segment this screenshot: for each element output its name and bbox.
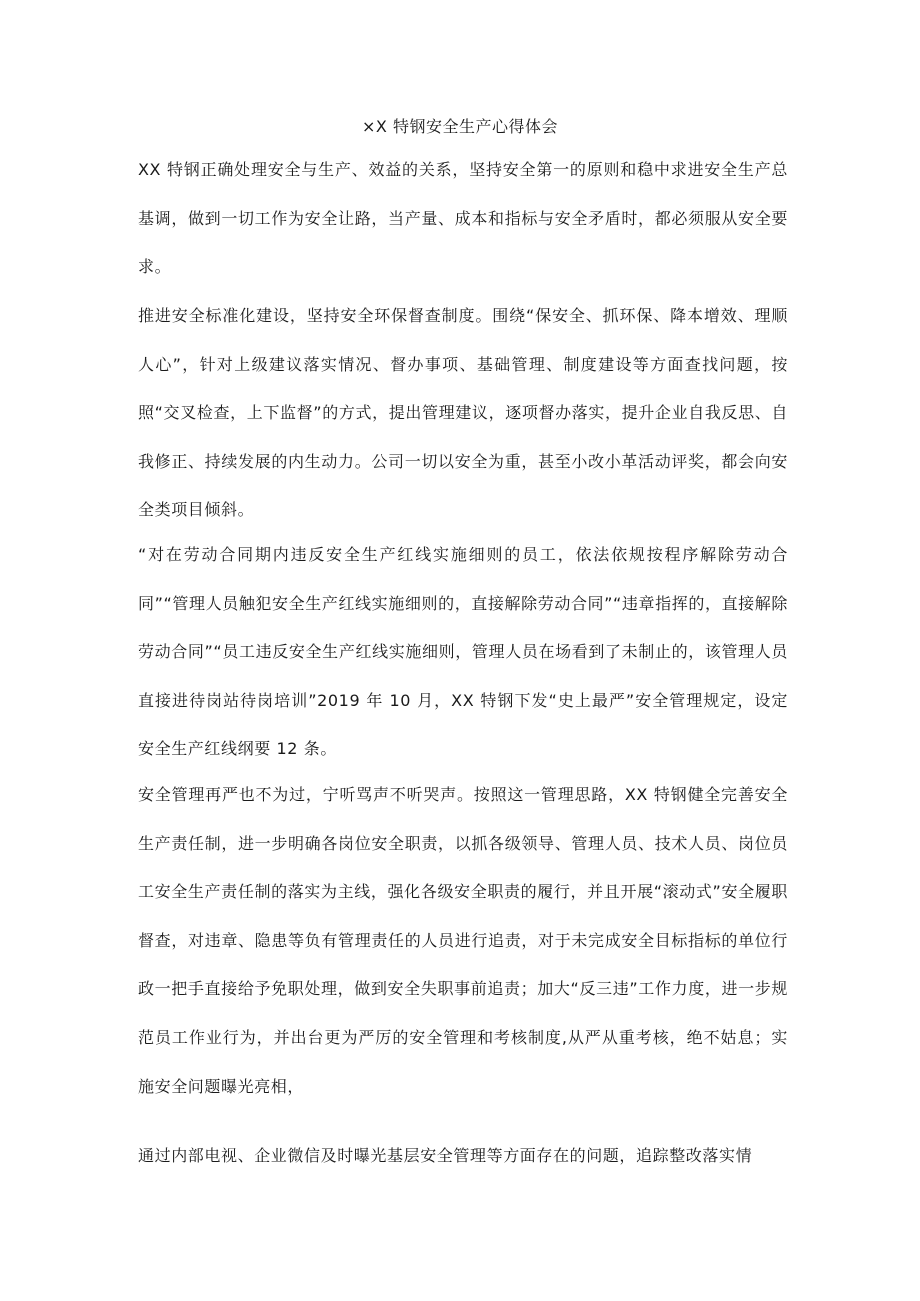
paragraph-3: “对在劳动合同期内违反安全生产红线实施细则的员工，依法依规按程序解除劳动合同”“管理人员触犯安全生产红线实施细则的，直接解除劳动合同”“违章指挥的，直接解除劳动合同”“员工违反安全生产红线实施细则，管理人员在场看到了未制止的，该管理人员直接进待岗站待岗培训”2019 年 10 月，XX 特钢下发“史上最严”安全管理规定，设定安全生产红线纲要 12 条。 [138,545,788,759]
paragraph-2: 推进安全标准化建设，坚持安全环保督查制度。围绕“保安全、抓环保、降本增效、理顺人心”，针对上级建议落实情况、督办事项、基础管理、制度建设等方面查找问题，按照“交叉检查，上下监督”的方式，提出管理建议，逐项督办落实，提升企业自我反思、自我修正、持续发展的内生动力。公司一切以安全为重，甚至小改小革活动评奖，都会向安全类项目倾斜。 [138,306,788,520]
paragraph-1: XX 特钢正确处理安全与生产、效益的关系，坚持安全第一的原则和稳中求进安全生产总基调，做到一切工作为安全让路，当产量、成本和指标与安全矛盾时，都必须服从安全要求。 [138,160,788,277]
paragraph-5: 通过内部电视、企业微信及时曝光基层安全管理等方面存在的问题，追踪整改落实情 [138,1146,753,1165]
document-title: ×X 特钢安全生产心得体会 [362,117,558,136]
paragraph-4: 安全管理再严也不为过，宁听骂声不听哭声。按照这一管理思路，XX 特钢健全完善安全生产责任制，进一步明确各岗位安全职责，以抓各级领导、管理人员、技术人员、岗位员工安全生产责任制的落实为主线，强化各级安全职责的履行，并且开展“滚动式”安全履职督查，对违章、隐患等负有管理责任的人员进行追责，对于未完成安全目标指标的单位行政一把手直接给予免职处理，做到安全失职事前追责；加大“反三违”工作力度，进一步规范员工作业行为，并出台更为严厉的安全管理和考核制度,从严从重考核，绝不姑息；实施安全问题曝光亮相， [138,785,788,1096]
